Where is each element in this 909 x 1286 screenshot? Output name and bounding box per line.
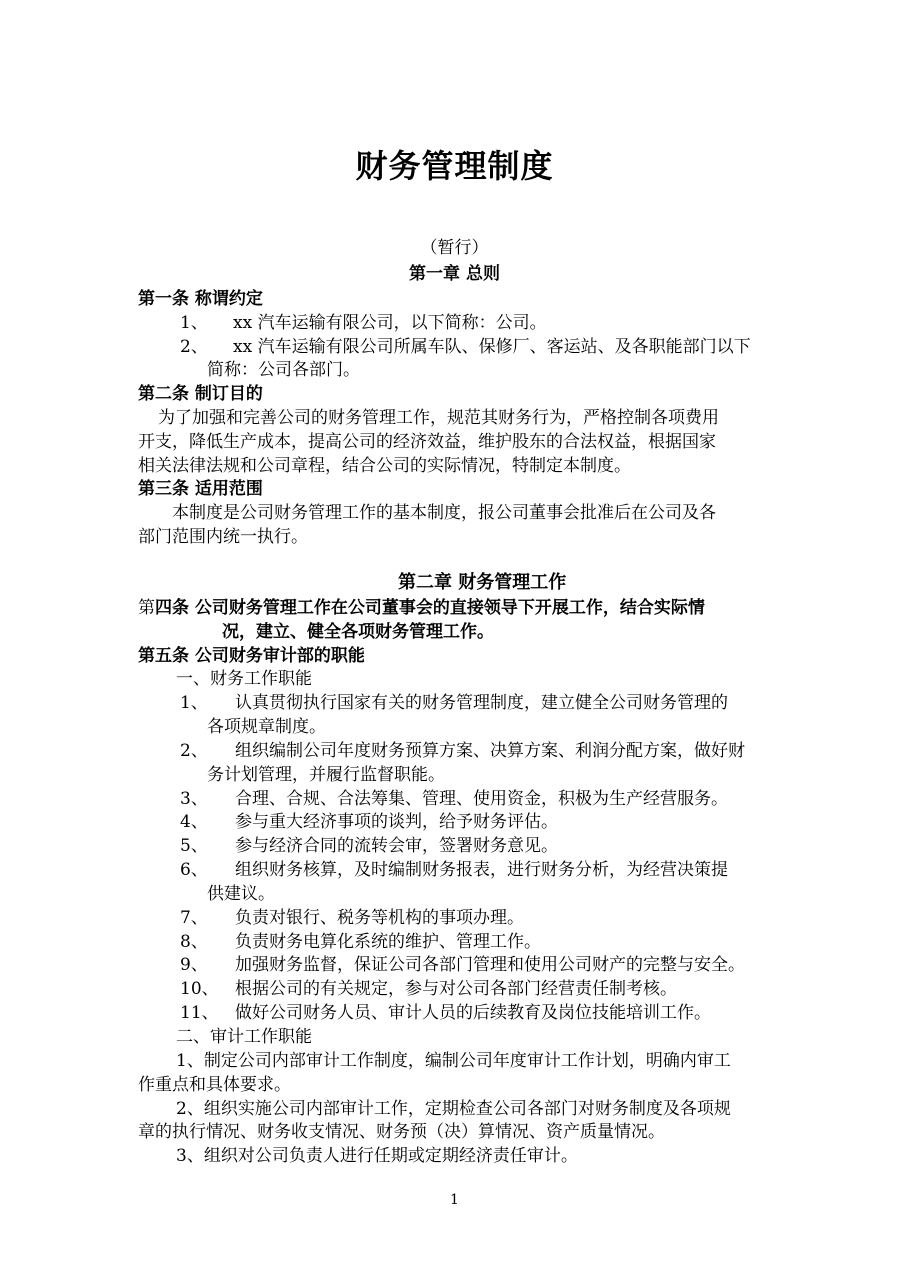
article-3-paragraph-line: 本制度是公司财务管理工作的基本制度，报公司董事会批准后在公司及各 xyxy=(172,503,716,523)
duty-item: 合理、合规、合法筹集、管理、使用资金，积极为生产经营服务。 xyxy=(235,789,728,809)
duty-item: 认真贯彻执行国家有关的财务管理制度，建立健全公司财务管理的 xyxy=(235,693,728,713)
duty-item-number: 5、 xyxy=(180,836,208,856)
duty-item-number: 8、 xyxy=(180,932,208,952)
article-2-paragraph-line: 开支，降低生产成本，提高公司的经济效益，维护股东的合法权益，根据国家 xyxy=(138,432,716,452)
duty-item-number: 10、 xyxy=(180,979,219,999)
duty-item: 参与重大经济事项的谈判，给予财务评估。 xyxy=(235,812,558,832)
audit-item: 1、制定公司内部审计工作制度，编制公司年度审计工作计划，明确内审工 xyxy=(176,1051,731,1071)
duty-item-number: 6、 xyxy=(180,860,208,880)
duty-item: 做好公司财务人员、审计人员的后续教育及岗位技能培训工作。 xyxy=(235,1003,711,1023)
document-title: 财务管理制度 xyxy=(355,147,554,185)
article-1-item-2-continuation: 简称：公司各部门。 xyxy=(207,360,360,380)
article-5-heading: 第五条 公司财务审计部的职能 xyxy=(138,646,365,666)
article-4-heading-prefix: 第 xyxy=(138,598,155,618)
duty-item: 负责对银行、税务等机构的事项办理。 xyxy=(235,908,524,928)
article-4-heading: 四条 公司财务管理工作在公司董事会的直接领导下开展工作，结合实际情 xyxy=(155,598,705,618)
article-2-heading: 第二条 制订目的 xyxy=(138,384,263,404)
audit-item: 3、组织对公司负责人进行任期或定期经济责任审计。 xyxy=(176,1146,578,1166)
duty-item: 参与经济合同的流转会审，签署财务意见。 xyxy=(235,836,558,856)
duty-item: 组织编制公司年度财务预算方案、决算方案、利润分配方案，做好财 xyxy=(235,741,745,761)
article-2-paragraph-line: 相关法律法规和公司章程，结合公司的实际情况，特制定本制度。 xyxy=(138,456,631,476)
article-3-paragraph-line: 部门范围内统一执行。 xyxy=(138,527,308,547)
duty-item-number: 4、 xyxy=(180,812,208,832)
article-1-item-2-number: 2、 xyxy=(180,337,208,357)
duty-item-continuation: 供建议。 xyxy=(207,884,275,904)
duty-item-continuation: 各项规章制度。 xyxy=(207,717,326,737)
article-3-heading: 第三条 适用范围 xyxy=(138,479,263,499)
duty-item-number: 3、 xyxy=(180,789,208,809)
audit-item: 2、组织实施公司内部审计工作，定期检查公司各部门对财务制度及各项规 xyxy=(176,1099,731,1119)
article-1-heading: 第一条 称谓约定 xyxy=(138,289,263,309)
chapter-2-heading: 第二章 财务管理工作 xyxy=(398,572,567,593)
audit-item-continuation: 章的执行情况、财务收支情况、财务预（决）算情况、资产质量情况。 xyxy=(138,1122,665,1142)
article-1-item-1-number: 1、 xyxy=(180,313,208,333)
document-subtitle: （暂行） xyxy=(420,238,489,258)
duty-item-number: 7、 xyxy=(180,908,208,928)
page-number: 1 xyxy=(450,1192,459,1208)
duty-item: 根据公司的有关规定，参与对公司各部门经营责任制考核。 xyxy=(235,979,677,999)
duty-item: 负责财务电算化系统的维护、管理工作。 xyxy=(235,932,541,952)
article-4-continuation: 况，建立、健全各项财务管理工作。 xyxy=(222,622,494,642)
section-finance-duties: 一、财务工作职能 xyxy=(176,669,312,689)
audit-item-continuation: 作重点和具体要求。 xyxy=(138,1075,291,1095)
duty-item: 组织财务核算，及时编制财务报表，进行财务分析，为经营决策提 xyxy=(235,860,728,880)
article-1-item-2: xx 汽车运输有限公司所属车队、保修厂、客运站、及各职能部门以下 xyxy=(233,337,751,357)
duty-item-number: 1、 xyxy=(180,693,208,713)
duty-item-number: 9、 xyxy=(180,955,208,975)
duty-item-continuation: 务计划管理，并履行监督职能。 xyxy=(207,765,445,785)
duty-item-number: 11、 xyxy=(180,1003,219,1023)
duty-item-number: 2、 xyxy=(180,741,208,761)
article-1-item-1: xx 汽车运输有限公司，以下简称：公司。 xyxy=(233,313,547,333)
duty-item: 加强财务监督，保证公司各部门管理和使用公司财产的完整与安全。 xyxy=(235,955,745,975)
section-audit-duties: 二、审计工作职能 xyxy=(176,1027,312,1047)
article-2-paragraph-line: 为了加强和完善公司的财务管理工作，规范其财务行为，严格控制各项费用 xyxy=(158,408,719,428)
chapter-1-heading: 第一章 总则 xyxy=(409,264,500,284)
